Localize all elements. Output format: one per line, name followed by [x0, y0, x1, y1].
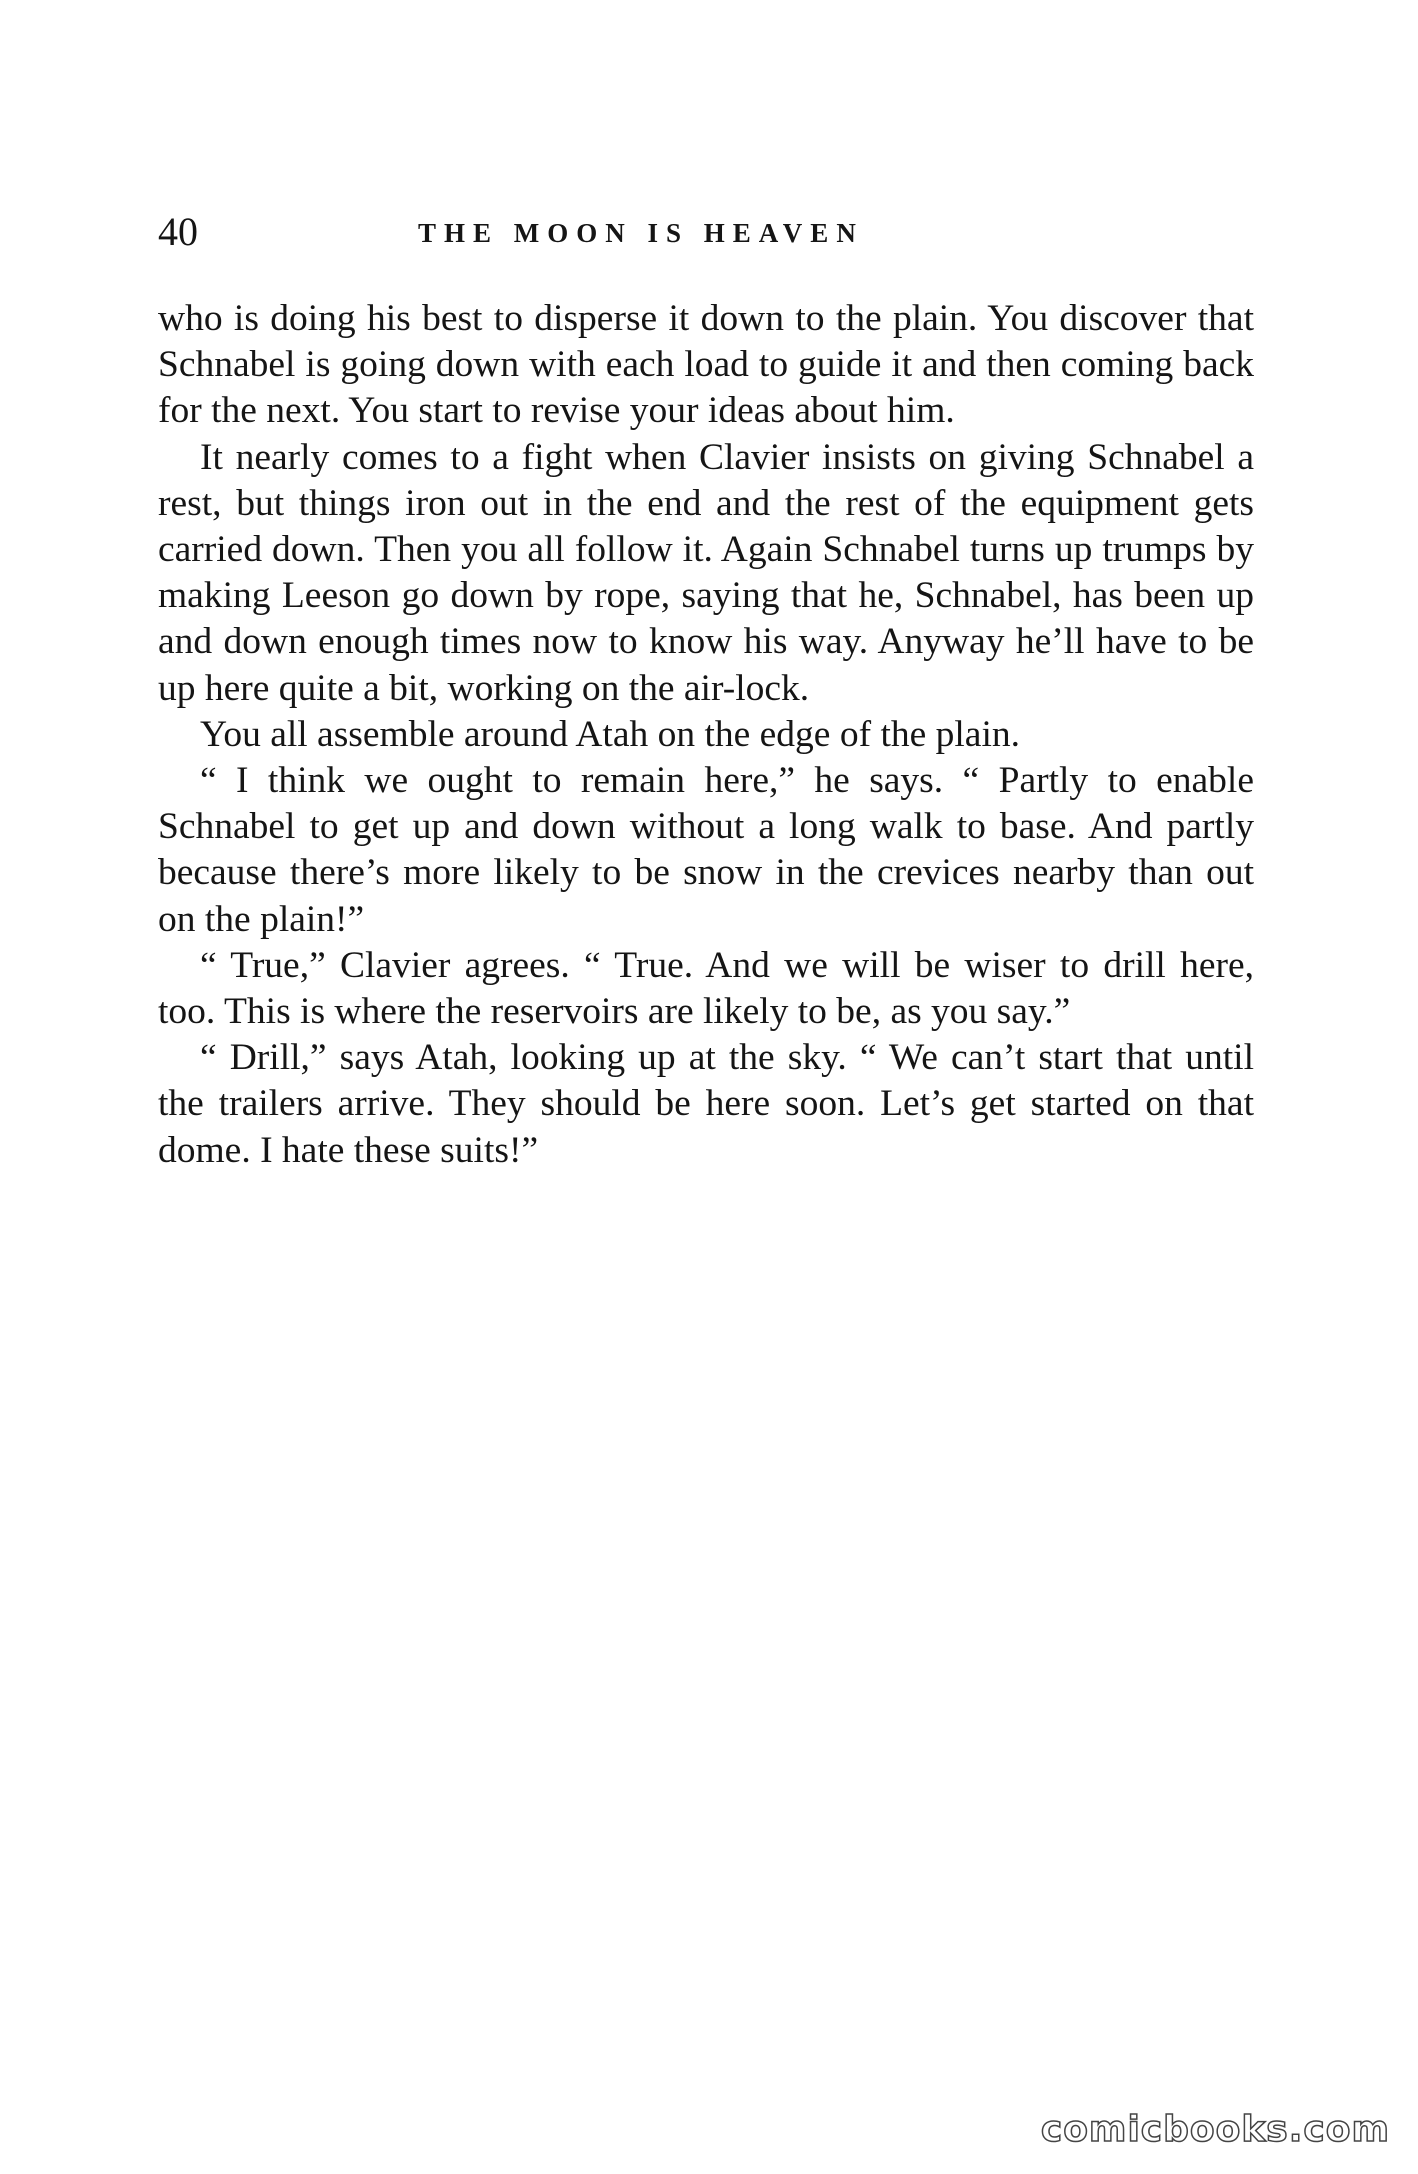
paragraph: who is doing his best to disperse it down to the plain. You discover that Schnabel is going down with each load to guide it and then coming back for the next. You start to revise your ideas about him. [158, 298, 1254, 432]
paragraph: It nearly comes to a fight when Clavier insists on giving Schnabel a rest, but things iron out in the end and the rest of the equipment gets carried down. Then you all follow it. Again Schnabel turns up trumps by making Leeson go down by rope, saying that he, Schnabel, has been up and down enough times now to know his way. Anyway he’ll have to be up here quite a bit, working on the air-lock. [158, 436, 1254, 709]
running-head: THE MOON IS HEAVEN [418, 218, 864, 248]
body-text [158, 296, 1254, 1174]
page-header [158, 208, 1258, 268]
paragraph: “ True,” Clavier agrees. “ True. And we will be wiser to drill here, too. This is where the reservoirs are likely to be, as you say.” [158, 944, 1254, 1033]
watermark: comicbooks.com [1040, 2109, 1390, 2150]
paragraph: You all assemble around Atah on the edge of the plain. [200, 713, 1020, 755]
page-number: 40 [158, 209, 198, 254]
paragraph: “ I think we ought to remain here,” he says. “ Partly to enable Schnabel to get up and down without a long walk to base. And partly because there’s more likely to be snow in the crevices nearby than out on the plain!” [158, 760, 1254, 940]
paragraph: “ Drill,” says Atah, looking up at the sky. “ We can’t start that until the trailers arrive. They should be here soon. Let’s get started on that dome. I hate these suits!” [158, 1037, 1254, 1171]
